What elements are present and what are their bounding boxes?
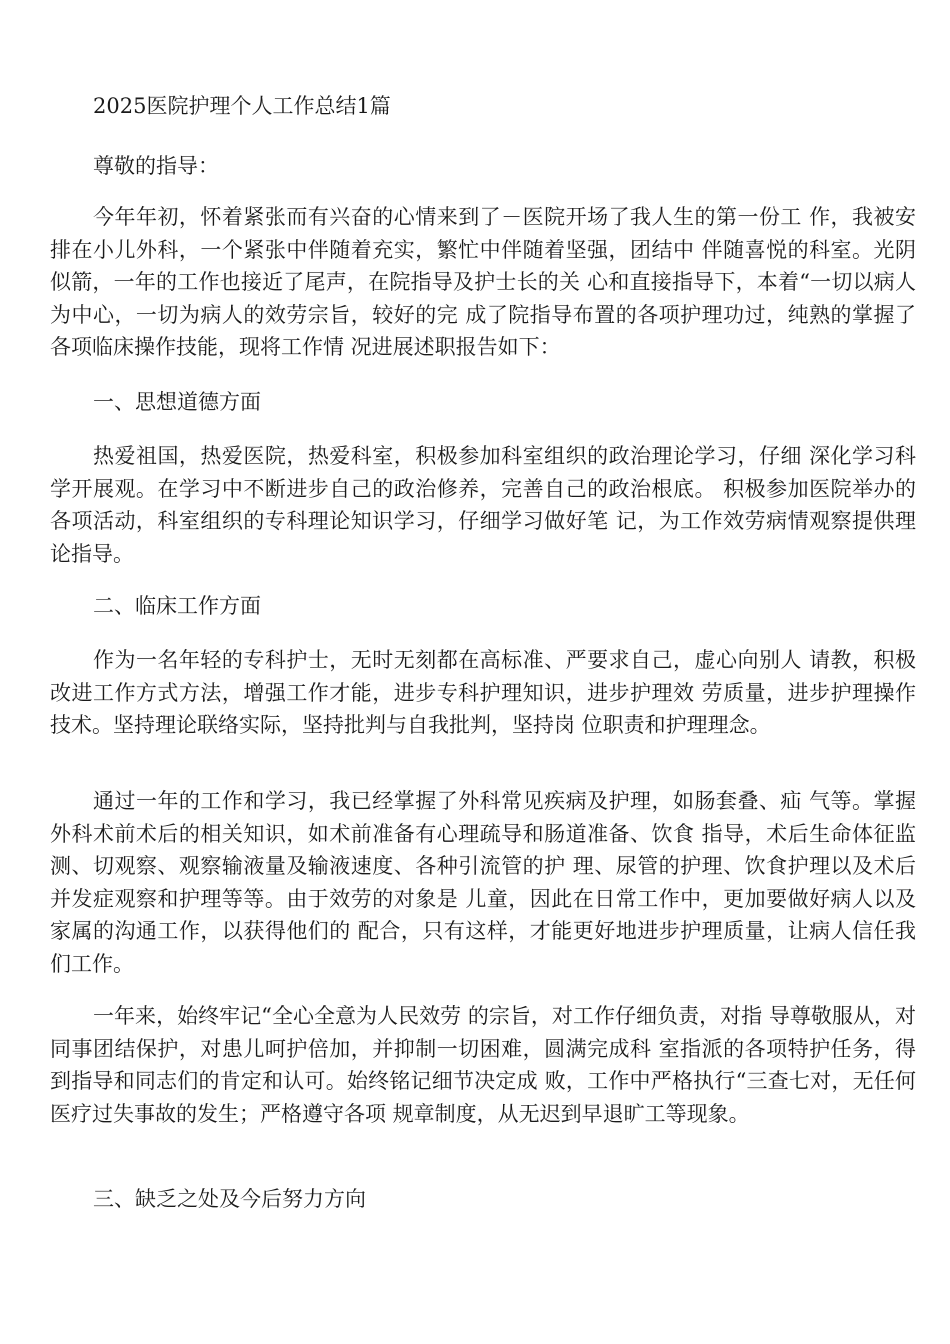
section-2-paragraph-3: 一年来，始终牢记“全心全意为人民效劳 的宗旨，对工作仔细负责，对指 导尊敬服从，对同事团结保护，对患儿呵护倍加，并抑制一切困难，圆满完成科 室指派的各项特护任务，得到指导和同志们的肯定和认可。始终铭记细节决定成 败，工作中严格执行“三查七对，无任何医疗过失事故的发生；严格遵守各项 规章制度，从无迟到早退旷工等现象。 bbox=[50, 1004, 916, 1126]
section-1-paragraph: 热爱祖国，热爱医院，热爱科室，积极参加科室组织的政治理论学习，仔细 深化学习科学开展观。在学习中不断进步自己的政治修养，完善自己的政治根底。 积极参加医院举办的各项活动，科室组织的专科理论知识学习，仔细学习做好笔 记，为工作效劳病情观察提供理论指导。 bbox=[50, 444, 916, 566]
section-2-paragraph-2: 通过一年的工作和学习，我已经掌握了外科常见疾病及护理，如肠套叠、疝 气等。掌握外科术前术后的相关知识，如术前准备有心理疏导和肠道准备、饮食 指导，术后生命体征监测、切观察、观察输液量及输液速度、各种引流管的护 理、尿管的护理、饮食护理以及术后并发症观察和护理等等。由于效劳的对象是 儿童，因此在日常工作中，更加要做好病人以及家属的沟通工作，以获得他们的 配合，只有这样，才能更好地进步护理质量，让病人信任我们工作。 bbox=[50, 789, 916, 976]
section-heading-2: 二、临床工作方面 bbox=[93, 594, 261, 618]
section-2-paragraph-1: 作为一名年轻的专科护士，无时无刻都在高标准、严要求自己，虚心向别人 请教，积极改进工作方式方法，增强工作才能，进步专科护理知识，进步护理效 劳质量，进步护理操作技术。坚持理论联络实际，坚持批判与自我批判，坚持岗 位职责和护理理念。 bbox=[50, 648, 916, 737]
section-heading-1: 一、思想道德方面 bbox=[93, 390, 261, 414]
salutation: 尊敬的指导： bbox=[93, 154, 219, 178]
document-title: 2025医院护理个人工作总结1篇 bbox=[93, 94, 391, 118]
section-heading-3: 三、缺乏之处及今后努力方向 bbox=[93, 1187, 366, 1211]
intro-paragraph: 今年年初，怀着紧张而有兴奋的心情来到了－医院开场了我人生的第一份工 作，我被安排在小儿外科，一个紧张中伴随着充实，繁忙中伴随着坚强，团结中 伴随喜悦的科室。光阴似箭，一年的工作也接近了尾声，在院指导及护士长的关 心和直接指导下，本着“一切以病人为中心，一切为病人的效劳宗旨，较好的完 成了院指导布置的各项护理功过，纯熟的掌握了各项临床操作技能，现将工作情 况进展述职报告如下： bbox=[50, 205, 916, 359]
